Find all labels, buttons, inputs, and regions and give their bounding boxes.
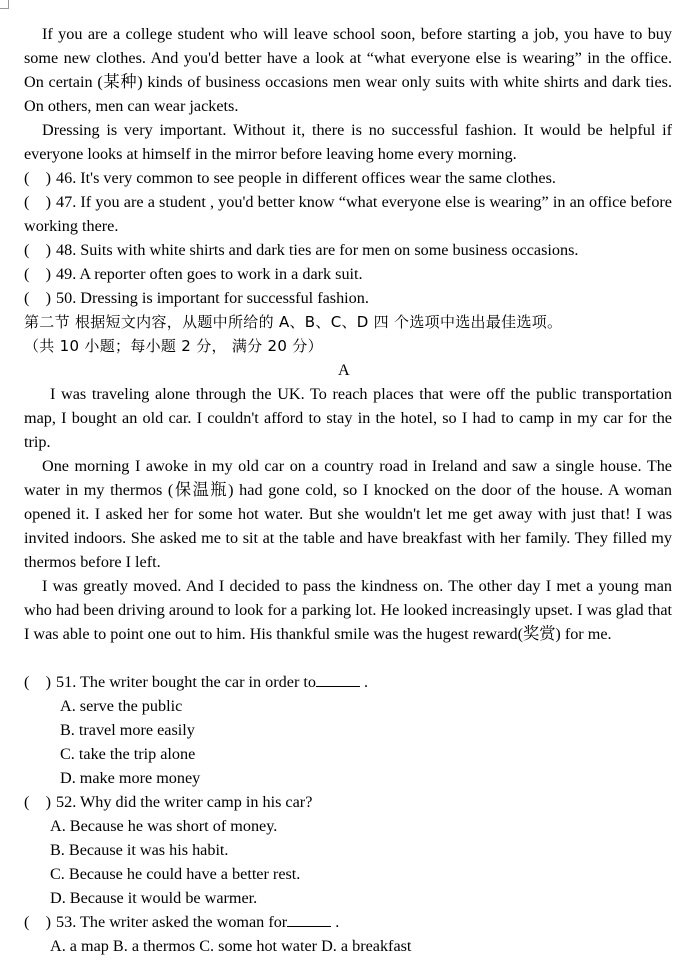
options-53[interactable]: A. a map B. a thermos C. some hot water D. a breakfast	[50, 937, 412, 955]
question-text: 49. A reporter often goes to work in a dark suit.	[56, 265, 363, 283]
answer-bracket[interactable]: ( )	[24, 673, 51, 691]
option-52-c[interactable]: C. Because he could have a better rest.	[50, 865, 301, 883]
question-text: 48. Suits with white shirts and dark ties are for men on some business occasions.	[56, 241, 579, 259]
answer-blank[interactable]	[316, 672, 360, 687]
passage2-paragraph-1: I was traveling alone through the UK. To reach places that were off the public transportation map, I bought an old car. I couldn't afford to stay in the hotel, so I had to camp in my car for the trip.	[24, 385, 672, 451]
option-51-c[interactable]: C. take the trip alone	[60, 745, 196, 763]
question-47	[24, 190, 672, 238]
option-52-b[interactable]: B. Because it was his habit.	[50, 841, 229, 859]
option-51-d[interactable]: D. make more money	[60, 769, 201, 787]
question-text: 46. It's very common to see people in different offices wear the same clothes.	[56, 169, 556, 187]
section-heading: A	[338, 361, 350, 379]
question-stem: 53. The writer asked the woman for	[56, 913, 288, 931]
question-52	[24, 790, 312, 814]
answer-bracket[interactable]: ( )	[24, 289, 51, 307]
passage1-paragraph-2: Dressing is very important. Without it, there is no successful fashion. It would be helpful if everyone looks at himself in the mirror before leaving home every morning.	[24, 121, 672, 163]
question-end: .	[359, 673, 369, 691]
section-instruction-line-2: （共 10 小题；每小题 2 分， 满分 20 分）	[24, 337, 323, 355]
option-51-a[interactable]: A. serve the public	[60, 697, 183, 715]
page-corner-mark	[0, 0, 9, 9]
answer-bracket[interactable]: ( )	[24, 169, 51, 187]
section-instruction-line-1: 第二节 根据短文内容，从题中所给的 A、B、C、D 四 个选项中选出最佳选项。	[24, 313, 563, 331]
answer-bracket[interactable]: ( )	[24, 193, 51, 211]
question-53	[24, 910, 339, 934]
question-49	[24, 262, 672, 286]
question-48	[24, 238, 672, 262]
answer-blank[interactable]	[287, 912, 331, 927]
option-52-d[interactable]: D. Because it would be warmer.	[50, 889, 258, 907]
answer-bracket[interactable]: ( )	[24, 265, 51, 283]
question-text: 50. Dressing is important for successful fashion.	[56, 289, 369, 307]
question-50	[24, 286, 672, 310]
answer-bracket[interactable]: ( )	[24, 241, 51, 259]
question-text: 47. If you are a student , you'd better know “what everyone else is wearing” in an office before working there.	[24, 193, 672, 235]
passage2-paragraph-3: I was greatly moved. And I decided to pass the kindness on. The other day I met a young man who had been driving around to look for a parking lot. He looked increasingly upset. I was glad that I was able to point one out to him. His thankful smile was the hugest reward(奖赏) for me.	[24, 577, 672, 643]
answer-bracket[interactable]: ( )	[24, 793, 51, 811]
passage1-paragraph-1: If you are a college student who will leave school soon, before starting a job, you have to buy some new clothes. And you'd better have a look at “what everyone else is wearing” in the office. On certain (某种) kinds of business occasions men wear only suits with white shirts and dark ties. On others, men can wear jackets.	[24, 25, 672, 115]
answer-bracket[interactable]: ( )	[24, 913, 51, 931]
option-51-b[interactable]: B. travel more easily	[60, 721, 195, 739]
question-51	[24, 670, 368, 694]
question-46	[24, 166, 672, 190]
passage2-paragraph-2: One morning I awoke in my old car on a country road in Ireland and saw a single house. The water in my thermos (保温瓶) had gone cold, so I knocked on the door of the house. A woman opened it. I asked her for some hot water. But she wouldn't let me get away with just that! I was invited indoors. She asked me to sit at the table and have breakfast with her family. They filled my thermos before I left.	[24, 457, 672, 571]
option-52-a[interactable]: A. Because he was short of money.	[50, 817, 278, 835]
question-stem: 51. The writer bought the car in order to	[56, 673, 316, 691]
question-end: .	[331, 913, 340, 931]
question-stem: 52. Why did the writer camp in his car?	[56, 793, 313, 811]
